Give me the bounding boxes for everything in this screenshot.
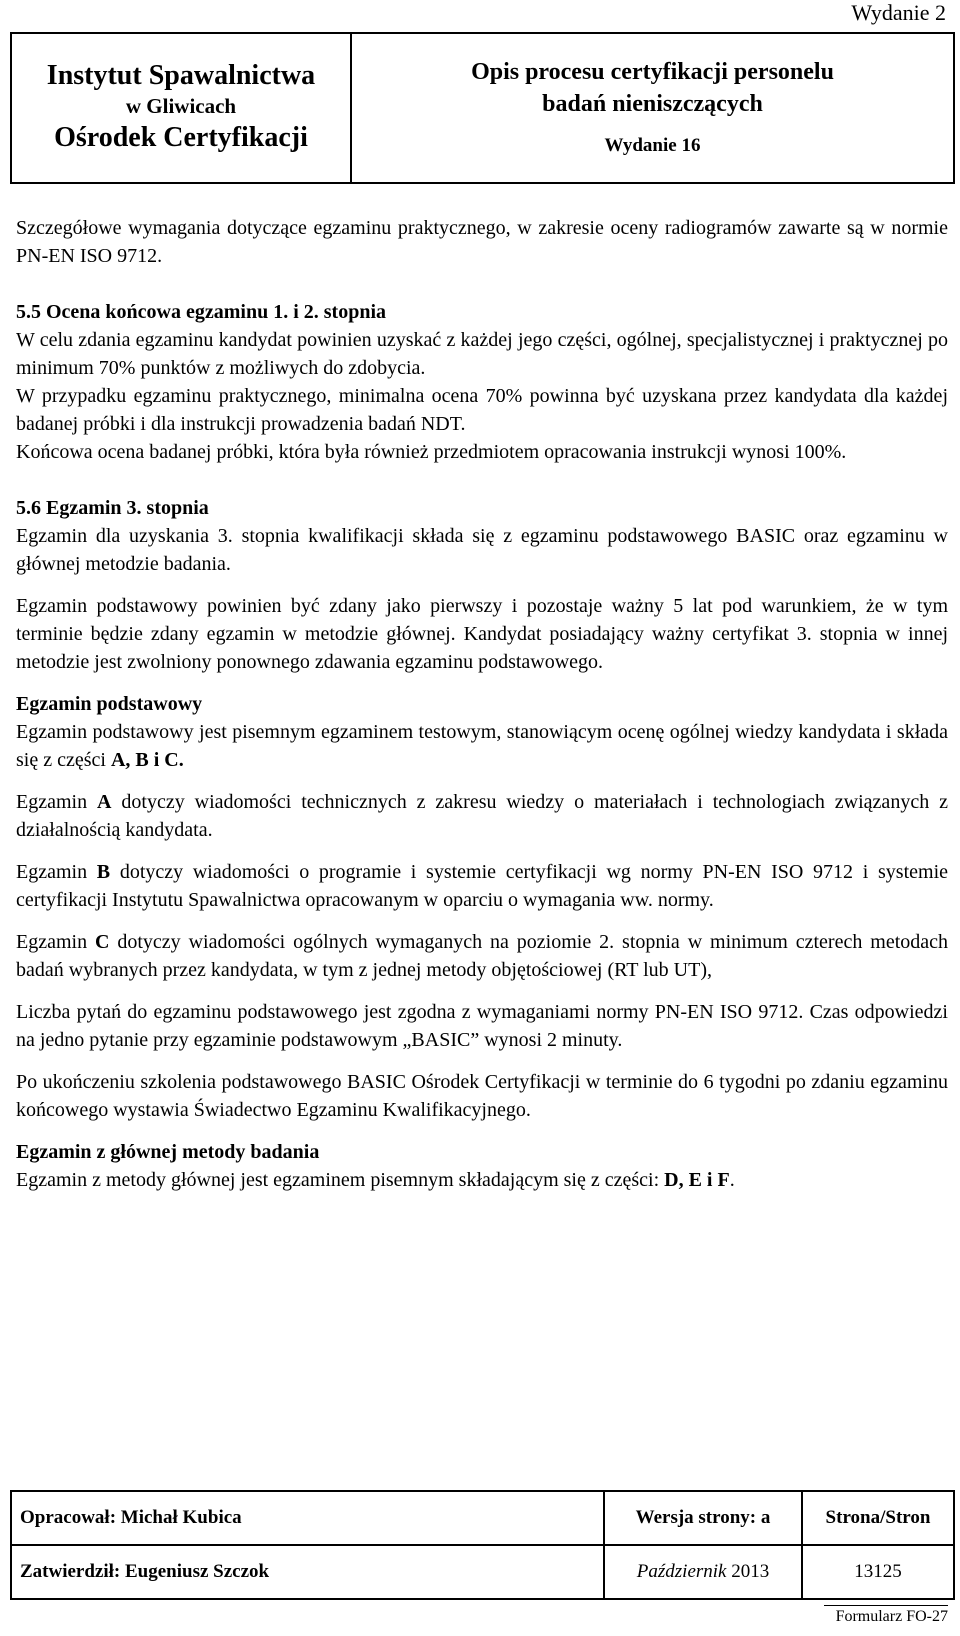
paragraph-after-training: Po ukończeniu szkolenia podstawowego BASIC Ośrodek Certyfikacji w terminie do 6 tygodni po zdaniu egzaminu końcowego wystawia Świadectwo Egzaminu Kwalifikacyjnego.	[16, 1071, 948, 1121]
heading-basic-exam: Egzamin podstawowy	[16, 693, 203, 715]
paragraph-basic-exam: Egzamin podstawowy jest pisemnym egzaminem testowym, stanowiącym ocenę ogólnej wiedzy kandydata i składa się z części A, B i C.	[16, 721, 948, 771]
page-value: 13125	[802, 1545, 954, 1599]
top-edition: Wydanie 2	[851, 0, 946, 25]
paragraph-exam-b: Egzamin B dotyczy wiadomości o programie i systemie certyfikacji wg normy PN-EN ISO 9712 i systemie certyfikacji Instytutu Spawalnictwa opracowanym w oparciu o wymagania ww. normy.	[16, 861, 948, 911]
paragraph-exam-a: Egzamin A dotyczy wiadomości technicznych z zakresu wiedzy o materiałach i technologiach związanych z działalnością kandydata.	[16, 791, 948, 841]
document-title-line2: badań nieniszczących	[542, 91, 763, 117]
paragraph-5-5-2: W przypadku egzaminu praktycznego, minimalna ocena 70% powinna być uzyskana przez kandydata dla każdej badanej próbki i dla instrukcji prowadzenia badań NDT.	[16, 385, 948, 435]
paragraph-5-6-2: Egzamin podstawowy powinien być zdany jako pierwszy i pozostaje ważny 5 lat pod warunkiem, że w tym terminie będzie zdany egzamin w metodzie głównej. Kandydat posiadający ważny certyfikat 3. stopnia w innej metodzie jest zwolniony ponownego zdawania egzaminu podstawowego.	[16, 595, 948, 673]
document-header	[10, 32, 955, 184]
institute-block	[12, 34, 352, 182]
paragraph-main-method: Egzamin z metody głównej jest egzaminem pisemnym składającym się z części: D, E i F.	[16, 1169, 735, 1191]
paragraph-exam-c: Egzamin C dotyczy wiadomości ogólnych wymaganych na poziomie 2. stopnia w minimum czterech metodach badań wybranych przez kandydata, w tym z jednej metody objętościowej (RT lub UT),	[16, 931, 948, 981]
page-label: Strona/Stron	[802, 1491, 954, 1545]
paragraph-intro: Szczegółowe wymagania dotyczące egzaminu praktycznego, w zakresie oceny radiogramów zawarte są w normie PN-EN ISO 9712.	[16, 217, 948, 267]
section-heading-5-5: 5.5 Ocena końcowa egzaminu 1. i 2. stopnia	[16, 301, 387, 323]
institute-location: w Gliwicach	[125, 94, 237, 118]
page-version-label: Wersja strony: a	[604, 1491, 802, 1545]
institute-name: Instytut Spawalnictwa	[46, 60, 316, 91]
page-date: Październik 2013	[604, 1545, 802, 1599]
document-edition: Wydanie 16	[604, 135, 701, 156]
document-body	[16, 214, 948, 1194]
section-heading-5-6: 5.6 Egzamin 3. stopnia	[16, 497, 209, 519]
paragraph-5-6-1: Egzamin dla uzyskania 3. stopnia kwalifikacji składa się z egzaminu podstawowego BASIC oraz egzaminu w głównej metodzie badania.	[16, 525, 948, 575]
form-code: Formularz FO-27	[824, 1605, 948, 1626]
paragraph-questions: Liczba pytań do egzaminu podstawowego jest zgodna z wymaganiami normy PN-EN ISO 9712. Czas odpowiedzi na jedno pytanie przy egzaminie podstawowym „BASIC” wynosi 2 minuty.	[16, 1001, 948, 1051]
prepared-by: Opracował: Michał Kubica	[11, 1491, 604, 1545]
paragraph-5-5-1: W celu zdania egzaminu kandydat powinien uzyskać z każdej jego części, ogólnej, specjalistycznej i praktycznej po minimum 70% punktów z możliwych do zdobycia.	[16, 329, 948, 379]
heading-main-method: Egzamin z głównej metody badania	[16, 1141, 320, 1163]
document-title-line1: Opis procesu certyfikacji personelu	[471, 59, 834, 85]
certification-center: Ośrodek Certyfikacji	[54, 122, 308, 153]
paragraph-5-5-3: Końcowa ocena badanej próbki, która była również przedmiotem opracowania instrukcji wynosi 100%.	[16, 441, 847, 463]
title-block	[352, 34, 953, 182]
document-footer-table	[10, 1490, 955, 1600]
approved-by: Zatwierdził: Eugeniusz Szczok	[11, 1545, 604, 1599]
